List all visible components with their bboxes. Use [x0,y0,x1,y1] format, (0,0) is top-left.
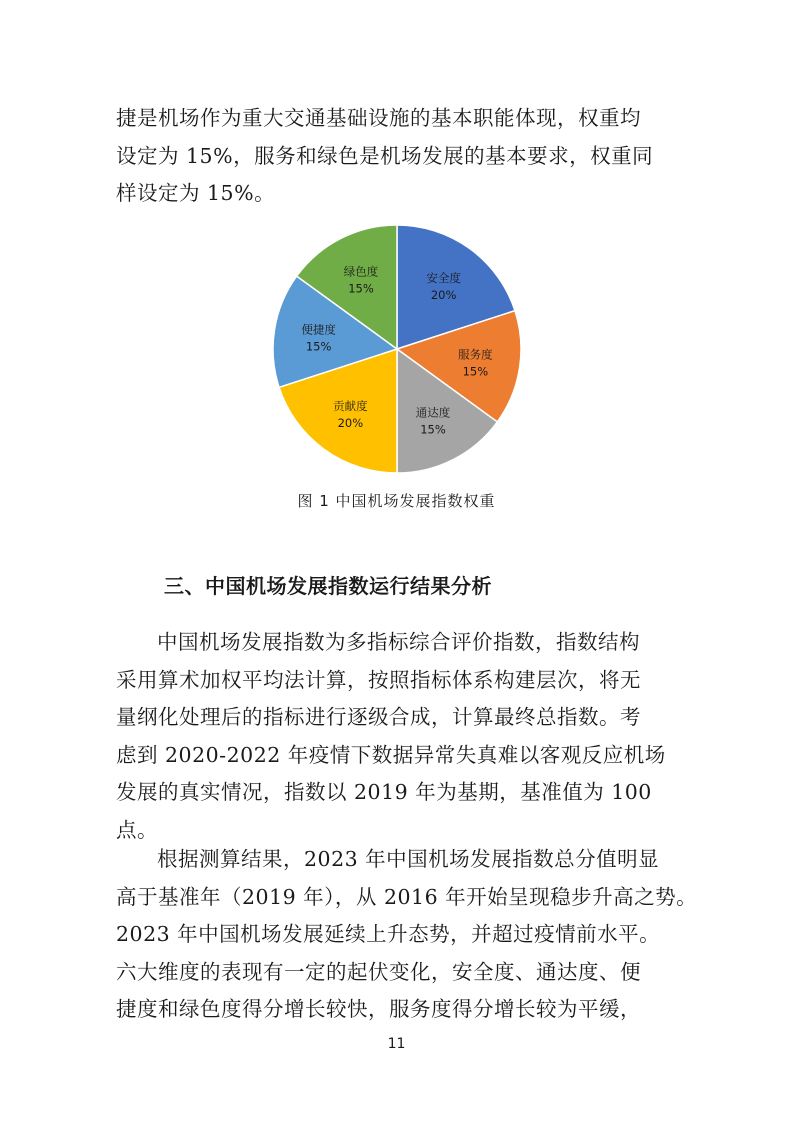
pie-chart-svg [266,218,528,480]
pie-slice-value-label: 15% [305,339,332,354]
text-line: 样设定为 15%。 [116,181,276,205]
text-line: 采用算术加权平均法计算，按照指标体系构建层次，将无 [116,667,641,692]
paragraph-results [116,841,698,1029]
pie-slice-value-label: 15% [348,281,374,296]
text-line: 虑到 2020-2022 年疫情下数据异常失真难以客观反应机场 [116,742,666,767]
pie-slice-category-label: 绿色度 [343,264,379,279]
text-line: 设定为 15%，服务和绿色是机场发展的基本要求，权重同 [116,143,654,168]
pie-slice-value-label: 15% [462,364,489,379]
pie-slice-value-label: 20% [337,416,364,431]
text-line: 2023 年中国机场发展延续上升态势，并超过疫情前水平。 [116,922,661,946]
paragraph-weights [116,100,661,213]
weights-pie-chart [266,218,528,480]
text-line: 根据测算结果，2023 年中国机场发展指数总分值明显 [157,847,660,871]
section-heading: 三、中国机场发展指数运行结果分析 [164,574,492,598]
text-line: 捷是机场作为重大交通基础设施的基本职能体现，权重均 [116,106,641,130]
text-line: 高于基准年（2019 年），从 2016 年开始呈现稳步升高之势。 [116,884,698,909]
pie-slice-category-label: 通达度 [415,405,451,420]
figure-caption: 图 1 中国机场发展指数权重 [297,492,496,510]
page-number: 11 [387,1036,406,1052]
pie-slice-category-label: 贡献度 [333,399,368,414]
pie-slice-category-label: 便捷度 [301,322,336,337]
text-line: 捷度和绿色度得分增长较快，服务度得分增长较为平缓， [116,997,641,1021]
text-line: 点。 [116,817,158,842]
pie-slice-category-label: 安全度 [426,270,461,285]
text-line: 六大维度的表现有一定的起伏变化，安全度、通达度、便 [116,959,641,984]
pie-slice-category-label: 服务度 [458,347,493,362]
text-line: 发展的真实情况，指数以 2019 年为基期，基准值为 100 [116,780,652,804]
paragraph-method [116,624,666,849]
pie-slice-value-label: 15% [420,422,446,437]
text-line: 中国机场发展指数为多指标综合评价指数，指数结构 [157,630,640,654]
pie-slice-value-label: 20% [430,287,457,302]
text-line: 量纲化处理后的指标进行逐级合成，计算最终总指数。考 [116,705,641,729]
